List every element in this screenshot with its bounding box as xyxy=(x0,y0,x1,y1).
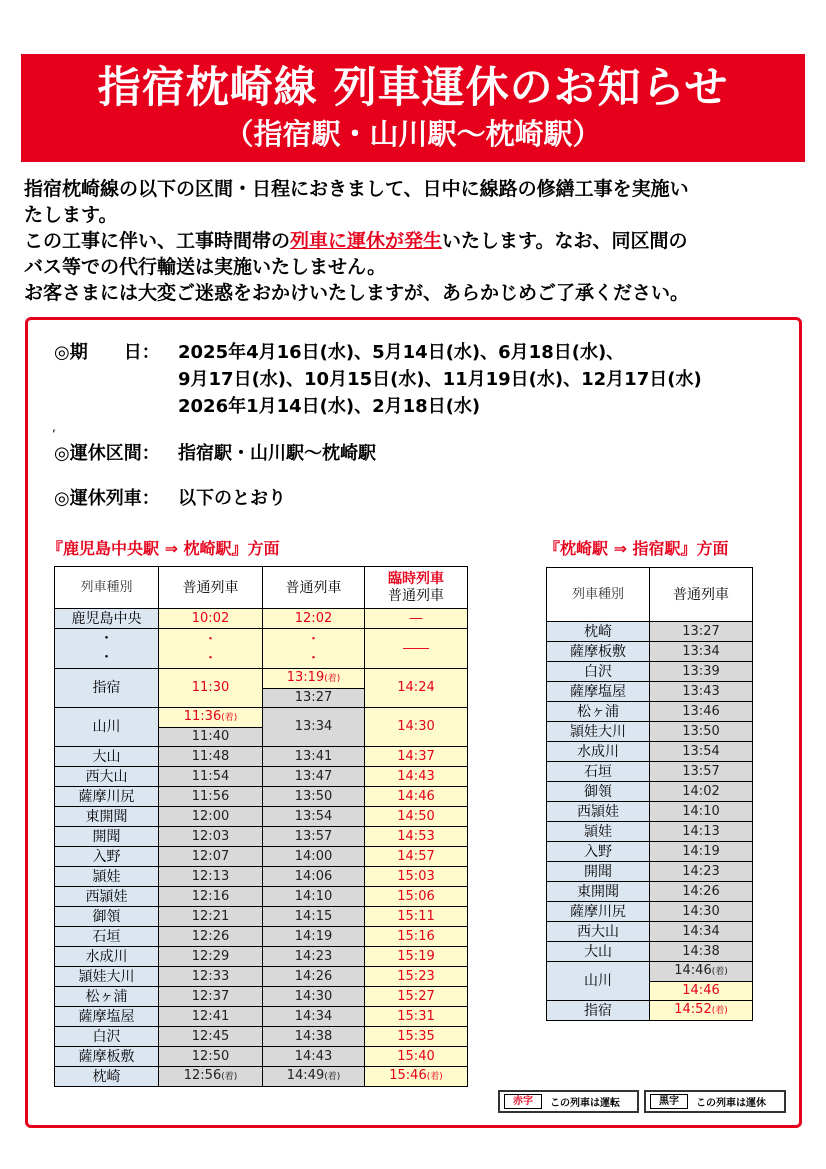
station-cell: 西頴娃 xyxy=(547,802,650,822)
time-cell: 14:46 xyxy=(365,787,468,807)
legend-swatch-red: 赤字 xyxy=(504,1094,542,1109)
station-cell: 薩摩川尻 xyxy=(547,902,650,922)
header-kind: 列車種別 xyxy=(547,568,650,622)
station-cell: 開聞 xyxy=(55,827,159,847)
station-cell: 頴娃大川 xyxy=(547,722,650,742)
table-row xyxy=(547,862,753,882)
time-cell: 14:34 xyxy=(263,1007,365,1027)
time-cell: 14:57 xyxy=(365,847,468,867)
legend-swatch-black: 黒字 xyxy=(650,1094,688,1109)
table-row xyxy=(55,787,468,807)
time-cell: 13:50 xyxy=(263,787,365,807)
time-cell: 13:41 xyxy=(263,747,365,767)
time-cell: 12:50 xyxy=(159,1047,263,1067)
notice-line: たします。 xyxy=(24,204,118,226)
time-cell: 14:10 xyxy=(263,887,365,907)
time-cell: 12:41 xyxy=(159,1007,263,1027)
station-cell: 指宿 xyxy=(547,1001,650,1021)
time-cell: 14:26 xyxy=(263,967,365,987)
station-cell: 大山 xyxy=(547,942,650,962)
highlight-text: 列車に運休が発生 xyxy=(290,230,443,252)
time-cell: ・ ・ xyxy=(263,629,365,669)
table-row xyxy=(547,682,753,702)
time-cell: 14:13 xyxy=(650,822,753,842)
table-row xyxy=(55,847,468,867)
station-cell: 松ヶ浦 xyxy=(547,702,650,722)
table-row xyxy=(547,642,753,662)
notice-text xyxy=(24,176,804,306)
station-cell: ・ ・ xyxy=(55,629,159,669)
time-cell: 12:26 xyxy=(159,927,263,947)
time-cell-arrival: 11:36(着) xyxy=(159,708,263,728)
time-cell: 13:54 xyxy=(263,807,365,827)
station-cell: 水成川 xyxy=(55,947,159,967)
table-row xyxy=(55,767,468,787)
time-cell: 14:43 xyxy=(263,1047,365,1067)
header-special-label: 臨時列車 xyxy=(388,570,444,587)
station-cell: 指宿 xyxy=(55,669,159,708)
time-cell: 14:43 xyxy=(365,767,468,787)
up-timetable xyxy=(546,567,753,1021)
time-cell: 14:34 xyxy=(650,922,753,942)
time-cell: 10:02 xyxy=(159,609,263,629)
time-cell: 13:57 xyxy=(263,827,365,847)
table-row xyxy=(55,967,468,987)
time-cell: 13:54 xyxy=(650,742,753,762)
legend-running xyxy=(498,1090,639,1113)
table-row xyxy=(55,867,468,887)
station-cell: 頴娃 xyxy=(55,867,159,887)
time-cell: 12:02 xyxy=(263,609,365,629)
time-cell: ―― xyxy=(365,629,468,669)
time-cell: 11:40 xyxy=(159,728,263,747)
time-cell: 13:34 xyxy=(263,708,365,747)
trains-label: ◎運休列車： xyxy=(54,488,160,509)
time-cell: 12:29 xyxy=(159,947,263,967)
time-cell: 13:50 xyxy=(650,722,753,742)
section-value: 指宿駅・山川駅～枕崎駅 xyxy=(178,443,376,464)
table-row xyxy=(55,747,468,767)
section-info xyxy=(54,440,376,467)
time-cell: 14:38 xyxy=(650,942,753,962)
station-cell: 頴娃 xyxy=(547,822,650,842)
table-row xyxy=(547,922,753,942)
dates-value: 2025年4月16日(水)、5月14日(水)、6月18日(水)、 xyxy=(178,342,625,363)
table-row xyxy=(55,807,468,827)
time-cell: 14:30 xyxy=(650,902,753,922)
table-row xyxy=(547,722,753,742)
stray-mark: , xyxy=(52,420,56,434)
table-row xyxy=(55,1047,468,1067)
time-cell: 14:37 xyxy=(365,747,468,767)
table-row xyxy=(55,927,468,947)
time-cell: 11:48 xyxy=(159,747,263,767)
time-cell: 15:27 xyxy=(365,987,468,1007)
table-row xyxy=(547,842,753,862)
time-cell: 13:27 xyxy=(650,622,753,642)
time-cell: 14:23 xyxy=(263,947,365,967)
time-cell: 14:53 xyxy=(365,827,468,847)
time-cell: 13:47 xyxy=(263,767,365,787)
time-cell: 12:13 xyxy=(159,867,263,887)
station-cell: 頴娃大川 xyxy=(55,967,159,987)
page-subtitle: （指宿駅・山川駅～枕崎駅） xyxy=(224,117,602,151)
header-train-1: 普通列車 xyxy=(650,568,753,622)
time-cell: 13:57 xyxy=(650,762,753,782)
legend-text: この列車は運休 xyxy=(696,1098,766,1109)
time-cell: 14:24 xyxy=(365,669,468,708)
station-cell: 薩摩板敷 xyxy=(547,642,650,662)
time-cell: ・ ・ xyxy=(159,629,263,669)
legend-text: この列車は運転 xyxy=(550,1098,620,1109)
station-cell: 入野 xyxy=(55,847,159,867)
time-cell: 15:03 xyxy=(365,867,468,887)
station-cell: 枕崎 xyxy=(547,622,650,642)
time-cell: 15:23 xyxy=(365,967,468,987)
table-row xyxy=(55,1027,468,1047)
station-cell: 石垣 xyxy=(55,927,159,947)
time-cell: 14:19 xyxy=(650,842,753,862)
time-cell: 14:02 xyxy=(650,782,753,802)
time-cell: 12:33 xyxy=(159,967,263,987)
table-row xyxy=(547,942,753,962)
time-cell: 15:11 xyxy=(365,907,468,927)
time-cell-arrival: 15:46(着) xyxy=(365,1067,468,1087)
header-train-1: 普通列車 xyxy=(159,567,263,609)
dates-label: ◎期 日： xyxy=(54,342,160,363)
header-train-3 xyxy=(365,567,468,609)
page-title: 指宿枕崎線 列車運休のお知らせ xyxy=(97,63,729,113)
time-cell: 15:19 xyxy=(365,947,468,967)
time-cell: 14:38 xyxy=(263,1027,365,1047)
dates-value: 9月17日(水)、10月15日(水)、11月19日(水)、12月17日(水) xyxy=(178,369,702,390)
time-cell: 14:50 xyxy=(365,807,468,827)
time-cell: 13:27 xyxy=(263,689,365,708)
table-row xyxy=(547,762,753,782)
header-train-2: 普通列車 xyxy=(263,567,365,609)
time-cell: 14:06 xyxy=(263,867,365,887)
time-cell: 15:40 xyxy=(365,1047,468,1067)
time-cell: 12:16 xyxy=(159,887,263,907)
notice-line: バス等での代行輸送は実施いたしません。 xyxy=(24,256,387,278)
station-cell: 薩摩塩屋 xyxy=(547,682,650,702)
section-label: ◎運休区間： xyxy=(54,443,160,464)
table-row xyxy=(55,987,468,1007)
station-cell: 鹿児島中央 xyxy=(55,609,159,629)
time-cell-arrival: 14:46(着) xyxy=(650,962,753,982)
time-cell: 12:03 xyxy=(159,827,263,847)
table-row xyxy=(547,702,753,722)
station-cell: 御領 xyxy=(55,907,159,927)
time-cell: 12:00 xyxy=(159,807,263,827)
table-row xyxy=(55,1007,468,1027)
station-cell: 石垣 xyxy=(547,762,650,782)
table-row xyxy=(547,742,753,762)
table-row xyxy=(55,827,468,847)
trains-value: 以下のとおり xyxy=(178,488,286,509)
time-cell: 14:00 xyxy=(263,847,365,867)
notice-line: この工事に伴い、工事時間帯の列車に運休が発生いたします。なお、同区間の xyxy=(24,230,688,252)
time-cell: 13:34 xyxy=(650,642,753,662)
station-cell: 薩摩板敷 xyxy=(55,1047,159,1067)
notice-line: 指宿枕崎線の以下の区間・日程におきまして、日中に線路の修繕工事を実施い xyxy=(24,178,689,200)
station-cell: 東開聞 xyxy=(55,807,159,827)
station-cell: 薩摩川尻 xyxy=(55,787,159,807)
dates-info xyxy=(54,339,702,420)
station-cell: 薩摩塩屋 xyxy=(55,1007,159,1027)
header-kind: 列車種別 xyxy=(55,567,159,609)
time-cell: 14:15 xyxy=(263,907,365,927)
time-cell-arrival: 14:52(着) xyxy=(650,1001,753,1021)
table-row xyxy=(547,902,753,922)
station-cell: 大山 xyxy=(55,747,159,767)
table-row xyxy=(547,802,753,822)
time-cell: 12:21 xyxy=(159,907,263,927)
time-cell: 14:26 xyxy=(650,882,753,902)
time-cell-arrival: 14:49(着) xyxy=(263,1067,365,1087)
table-row xyxy=(547,662,753,682)
time-cell: 12:37 xyxy=(159,987,263,1007)
time-cell: 14:46 xyxy=(650,982,753,1001)
time-cell-arrival: 12:56(着) xyxy=(159,1067,263,1087)
time-cell: 14:10 xyxy=(650,802,753,822)
station-cell: 東開聞 xyxy=(547,882,650,902)
dates-value: 2026年1月14日(水)、2月18日(水) xyxy=(178,396,481,417)
header-local-label: 普通列車 xyxy=(388,587,444,604)
time-cell: 15:06 xyxy=(365,887,468,907)
up-direction-heading: 『枕崎駅 ⇒ 指宿駅』方面 xyxy=(544,539,729,558)
station-cell: 山川 xyxy=(55,708,159,747)
time-cell: 11:54 xyxy=(159,767,263,787)
trains-info xyxy=(54,485,286,512)
time-cell: 15:31 xyxy=(365,1007,468,1027)
time-cell: 13:43 xyxy=(650,682,753,702)
station-cell: 入野 xyxy=(547,842,650,862)
legend-cancelled xyxy=(644,1090,786,1113)
time-cell: ― xyxy=(365,609,468,629)
down-timetable xyxy=(54,566,468,1087)
table-row xyxy=(547,822,753,842)
station-cell: 枕崎 xyxy=(55,1067,159,1087)
title-banner xyxy=(21,54,805,162)
station-cell: 松ヶ浦 xyxy=(55,987,159,1007)
table-row xyxy=(547,782,753,802)
time-cell: 14:30 xyxy=(263,987,365,1007)
time-cell: 13:39 xyxy=(650,662,753,682)
time-cell: 12:45 xyxy=(159,1027,263,1047)
station-cell: 西大山 xyxy=(55,767,159,787)
time-cell: 12:07 xyxy=(159,847,263,867)
notice-line: お客さまには大変ご迷惑をおかけいたしますが、あらかじめご了承ください。 xyxy=(24,282,690,304)
time-cell: 11:30 xyxy=(159,669,263,708)
station-cell: 西大山 xyxy=(547,922,650,942)
table-row xyxy=(547,882,753,902)
time-cell: 15:16 xyxy=(365,927,468,947)
table-row xyxy=(547,622,753,642)
time-cell: 14:30 xyxy=(365,708,468,747)
station-cell: 白沢 xyxy=(55,1027,159,1047)
station-cell: 開聞 xyxy=(547,862,650,882)
time-cell: 14:23 xyxy=(650,862,753,882)
time-cell: 11:56 xyxy=(159,787,263,807)
station-cell: 水成川 xyxy=(547,742,650,762)
time-cell-arrival: 13:19(着) xyxy=(263,669,365,689)
time-cell: 15:35 xyxy=(365,1027,468,1047)
time-cell: 14:19 xyxy=(263,927,365,947)
table-row xyxy=(55,947,468,967)
time-cell: 13:46 xyxy=(650,702,753,722)
table-row xyxy=(55,907,468,927)
station-cell: 西頴娃 xyxy=(55,887,159,907)
table-row xyxy=(55,887,468,907)
station-cell: 白沢 xyxy=(547,662,650,682)
down-direction-heading: 『鹿児島中央駅 ⇒ 枕崎駅』方面 xyxy=(47,539,280,558)
station-cell: 御領 xyxy=(547,782,650,802)
station-cell: 山川 xyxy=(547,962,650,1001)
